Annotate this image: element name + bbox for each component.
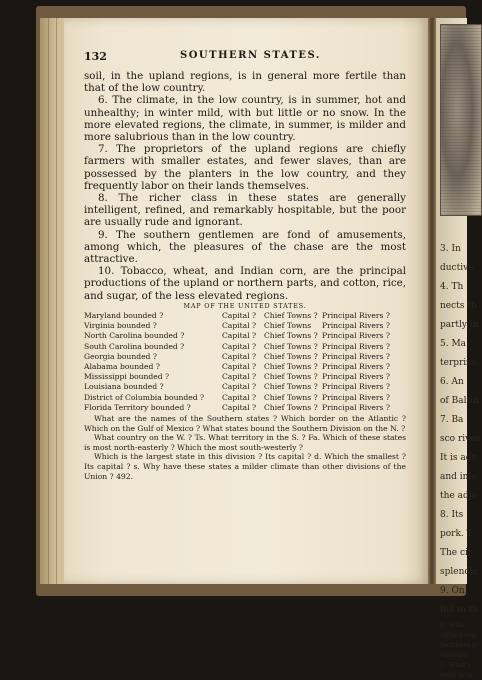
map-question-cell: Chief Towns ? <box>264 311 318 320</box>
map-question-cell: Chief Towns ? <box>264 402 318 412</box>
map-question-cell: Principal Rivers ? <box>322 351 390 361</box>
right-page-fragment: terprize. <box>440 358 480 368</box>
right-page-fragment: The cit <box>440 548 472 558</box>
map-question-cell: Capital ? <box>222 402 257 412</box>
map-question-row <box>84 352 406 362</box>
map-question-cell: Principal Rivers ? <box>322 382 390 392</box>
right-page-fragment: splendic <box>440 567 479 577</box>
map-question-row <box>84 342 406 352</box>
map-question-cell: Capital ? <box>222 341 257 351</box>
map-question-cell: Chief Towns ? <box>264 331 318 341</box>
right-page-fragment: 1. What i <box>440 661 470 669</box>
right-page-fragment: 4. Th <box>440 282 464 292</box>
right-page-fragment: Marylan <box>440 651 468 659</box>
map-question-cell: Florida Territory bounded ? <box>84 402 191 412</box>
map-question-cell: Virginia bounded ? <box>84 321 157 331</box>
map-question-row <box>84 331 406 341</box>
right-page <box>436 18 481 679</box>
engraving-illustration <box>440 24 482 216</box>
map-question-cell: Alabama bounded ? <box>84 362 160 372</box>
map-question-cell: Principal Rivers ? <box>322 321 390 331</box>
map-question-cell: Principal Rivers ? <box>322 341 390 351</box>
map-question-cell: Capital ? <box>222 311 257 320</box>
map-question-cell: Principal Rivers ? <box>322 362 390 372</box>
body-text <box>84 70 406 302</box>
right-page-fragment: sco rives <box>440 434 481 444</box>
map-question-cell: Chief Towns ? <box>264 351 318 361</box>
map-question-cell: Georgia bounded ? <box>84 351 157 361</box>
map-question-cell: Chief Towns ? <box>264 382 318 392</box>
map-question-cell: Louisiana bounded ? <box>84 382 164 392</box>
right-page-fragment: fell in th <box>440 605 479 615</box>
right-page-fragment: It is adv <box>440 453 477 463</box>
right-page-text <box>440 240 480 680</box>
map-question-cell: Capital ? <box>222 372 257 382</box>
map-question-cell: Capital ? <box>222 362 257 372</box>
right-page-fragment: ductive <box>440 263 474 273</box>
right-page-fragment: nects th <box>440 301 477 311</box>
map-question-row <box>84 382 406 392</box>
paragraph: soil, in the upland regions, is in general more fertile than that of the low country. <box>84 70 406 95</box>
book-gutter <box>428 18 436 584</box>
map-question-cell: Principal Rivers ? <box>322 311 390 320</box>
paragraph: 8. The richer class in these states are generally intelligent, refined, and remarkably hospitable, but the poor are usually rude and ignorant. <box>84 192 406 229</box>
paragraph: 6. The climate, in the low country, is in summer, hot and unhealthy; in winter mild, with but little or no snow. In the more elevated regions, the climate, in summer, is milder and more salubrious than in the low country. <box>84 94 406 144</box>
map-question-cell: Chief Towns ? <box>264 362 318 372</box>
map-question-cell: Principal Rivers ? <box>322 392 390 402</box>
review-questions <box>84 414 406 481</box>
right-page-fragment: 8. Its <box>440 510 464 520</box>
map-question-cell: Chief Towns ? <box>264 341 318 351</box>
map-question-cell: Principal Rivers ? <box>322 402 390 412</box>
right-page-fragment: pork. T <box>440 529 473 539</box>
map-question-cell: Mississippi bounded ? <box>84 372 170 382</box>
map-question-cell: Capital ? <box>222 321 257 331</box>
right-page-fragment: and inla <box>440 472 477 482</box>
running-title: SOUTHERN STATES. <box>180 50 321 61</box>
right-page-fragment: the adja <box>440 491 477 501</box>
map-question-row <box>84 393 406 403</box>
question-paragraph: What country on the W. ? Ts. What territory in the S. ? Fa. Which of these states is most north-easterly ? Which the most south-westerly ? <box>84 433 406 452</box>
map-question-row <box>84 403 406 413</box>
map-question-cell: Maryland bounded ? <box>84 311 164 320</box>
right-page-fragment: partly in <box>440 320 479 330</box>
right-page-fragment: what is th <box>440 671 473 679</box>
map-question-cell: Chief Towns ? <box>264 372 318 382</box>
right-page-fragment: Southern p <box>440 641 477 649</box>
map-question-row <box>84 362 406 372</box>
map-question-cell: Chief Towns <box>264 321 312 331</box>
right-page-fragment: upland reg <box>440 631 476 639</box>
paragraph: 10. Tobacco, wheat, and Indian corn, are the principal productions of the upland or northern parts, and cotton, rice, and sugar, of the less elevated regions. <box>84 265 406 302</box>
right-page-fragment: of Baltin <box>440 396 479 406</box>
right-page-fragment: Q. Wha <box>440 621 464 629</box>
map-question-cell: South Carolina bounded ? <box>84 341 185 351</box>
map-question-cell: Capital ? <box>222 351 257 361</box>
map-question-cell: District of Columbia bounded ? <box>84 392 205 402</box>
page-header <box>84 50 414 66</box>
question-paragraph: What are the names of the Southern states ? Which border on the Atlantic ? Which on the Gulf of Mexico ? What states bound the Southern Division on the N. ? <box>84 414 406 433</box>
map-question-cell: Principal Rivers ? <box>322 372 390 382</box>
map-question-cell: Principal Rivers ? <box>322 331 390 341</box>
map-questions-table <box>84 311 406 413</box>
paragraph: 9. The southern gentlemen are fond of amusements, among which, the pleasures of the chase are the most attractive. <box>84 228 406 266</box>
map-question-row <box>84 311 406 321</box>
map-question-row <box>84 321 406 331</box>
right-page-fragment: 6. An <box>440 377 464 387</box>
map-question-cell: Chief Towns ? <box>264 392 318 402</box>
map-questions-title: MAP OF THE UNITED STATES. <box>183 302 307 310</box>
map-question-cell: North Carolina bounded ? <box>84 331 185 341</box>
right-page-fragment: 9. On <box>440 586 465 596</box>
paragraph: 7. The proprietors of the upland regions are chiefly farmers with smaller estates, and fewer slaves, than are possessed by the planters in the low country, and they frequently labor on their lands themselves. <box>84 143 406 192</box>
question-paragraph: Which is the largest state in this division ? Its capital ? d. Which the smallest ? Its capital ? s. Why have these states a milder climate than other divisions of the Union ? 492. <box>84 452 406 481</box>
map-question-cell: Capital ? <box>222 382 257 392</box>
right-page-fragment: 7. Ba <box>440 415 464 425</box>
right-page-fragment: 3. In <box>440 244 461 254</box>
map-question-cell: Capital ? <box>222 331 257 341</box>
map-question-cell: Capital ? <box>222 392 257 402</box>
page-number: 132 <box>84 50 107 63</box>
map-question-row <box>84 372 406 382</box>
right-page-fragment: 5. Ma <box>440 339 467 349</box>
